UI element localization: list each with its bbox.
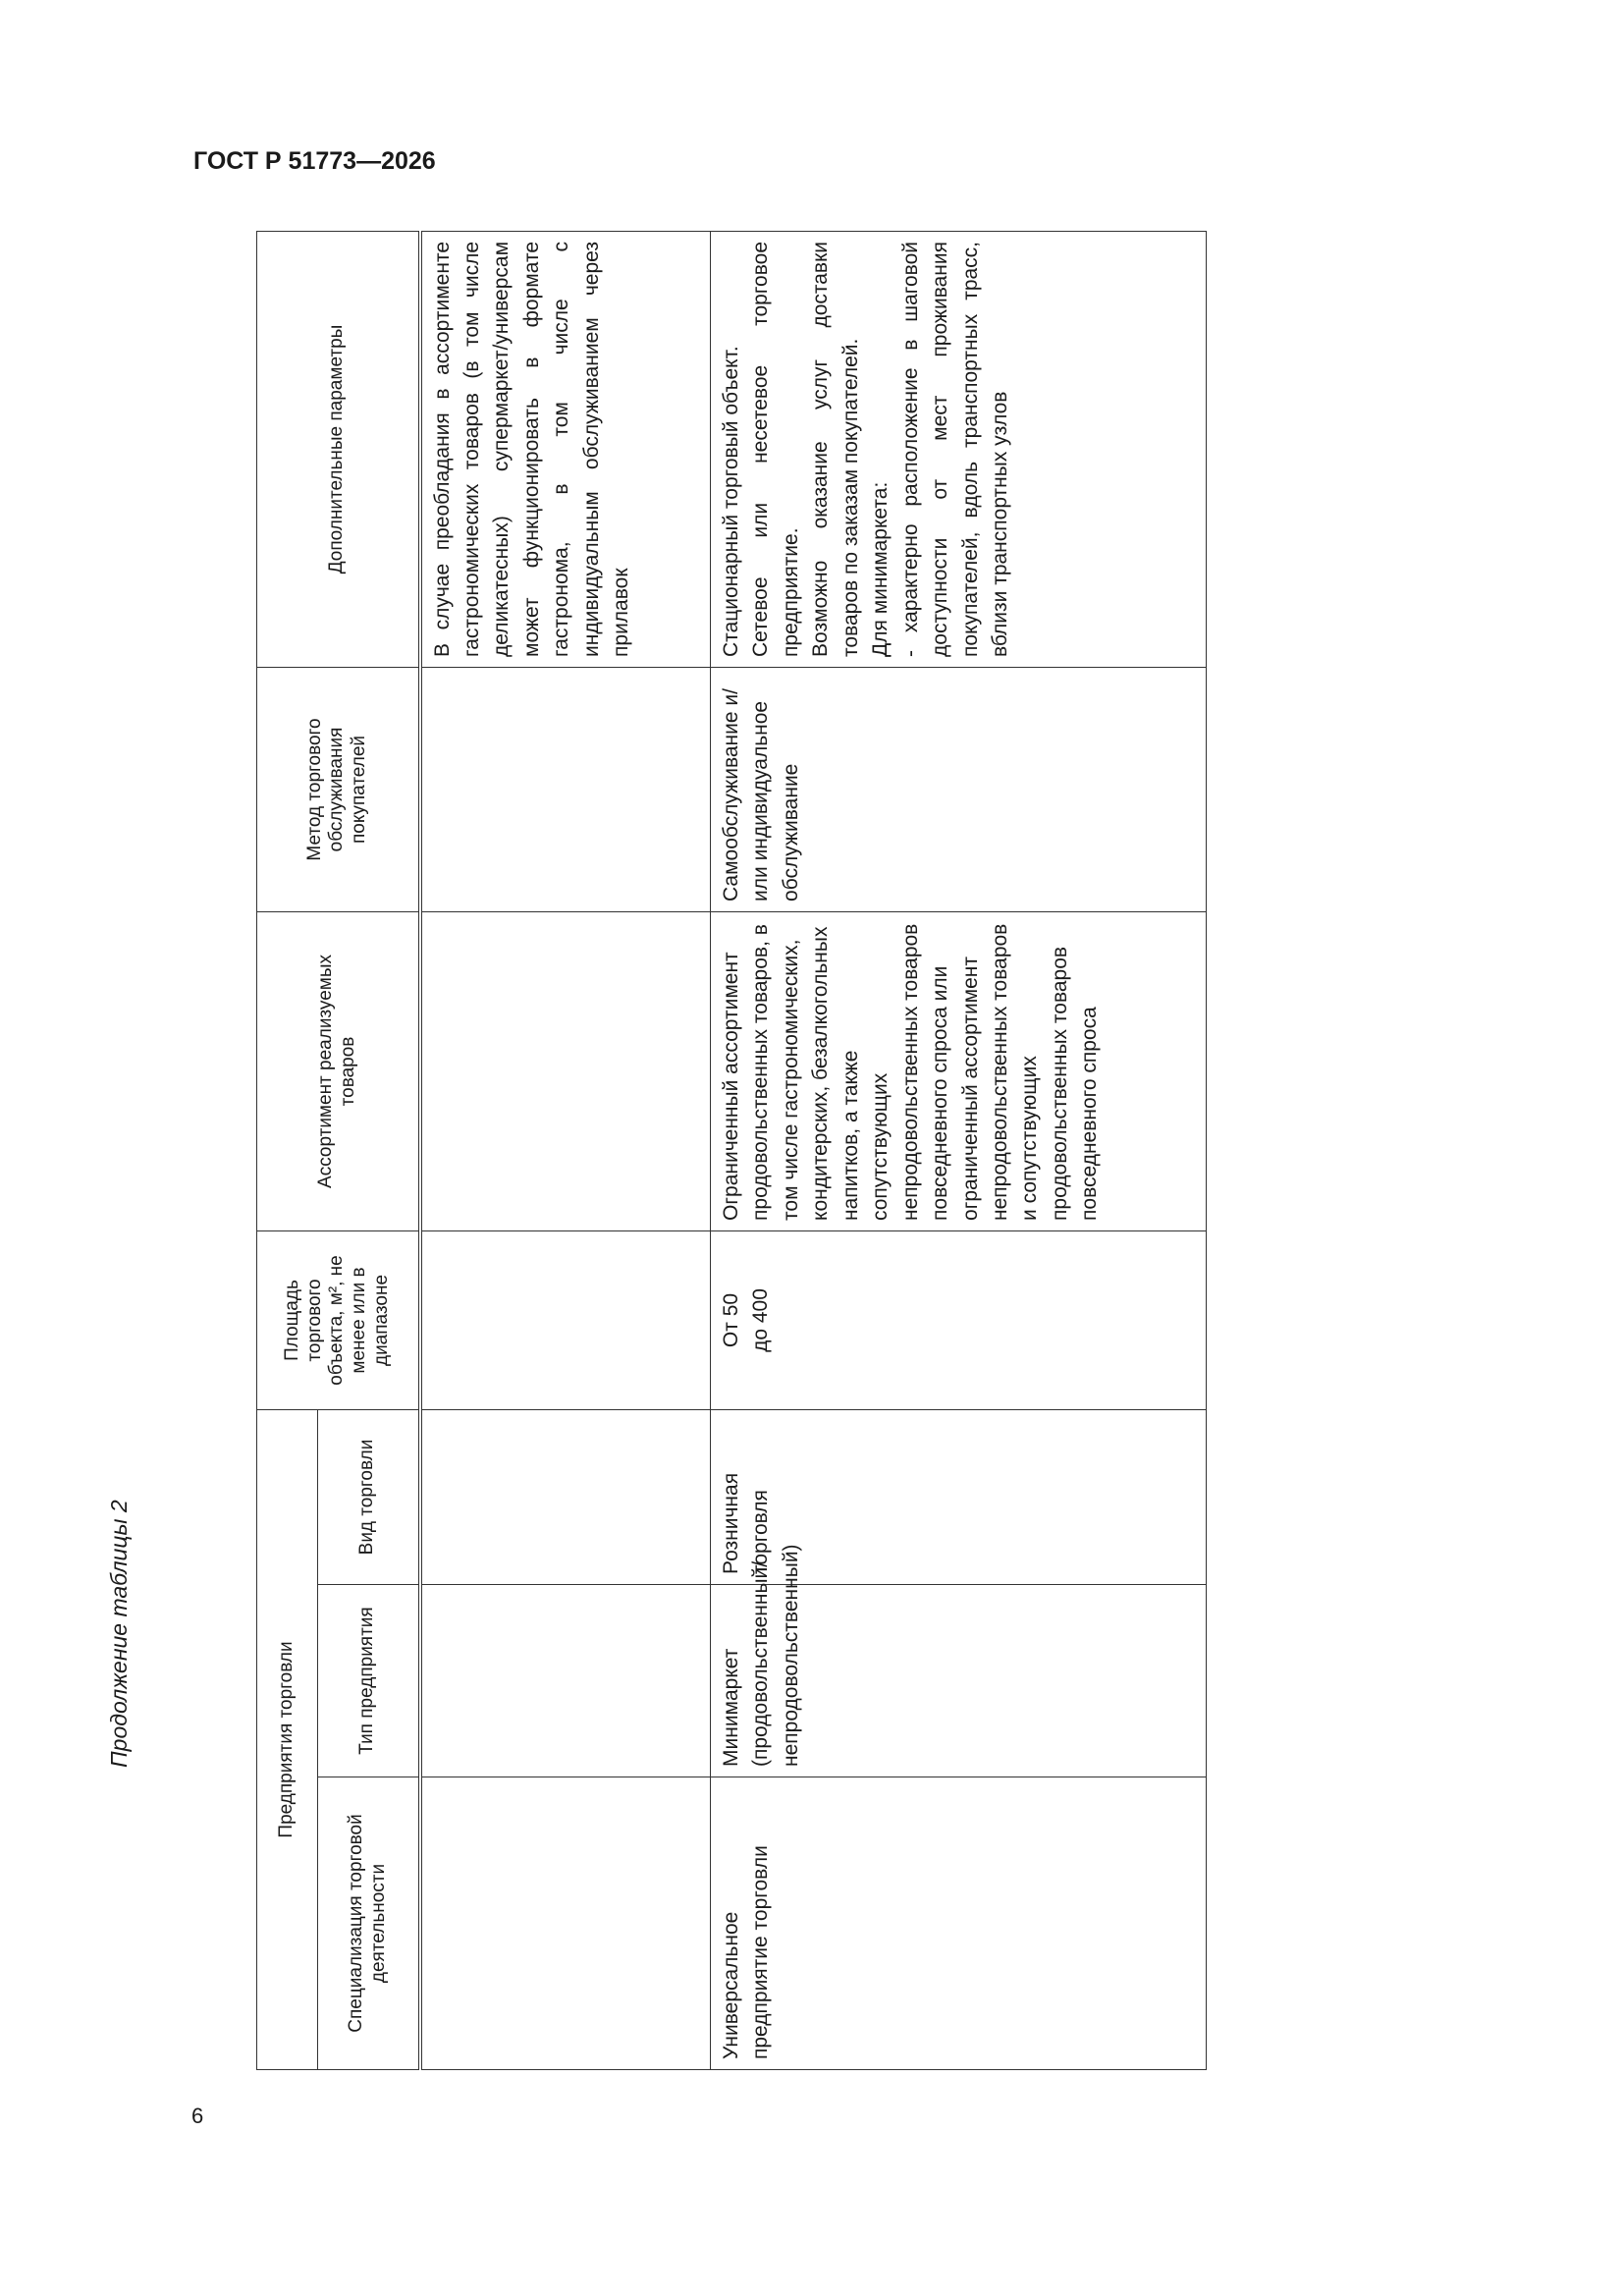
header-group: Предприятия торговли	[257, 1409, 318, 2069]
cell-trade-kind: Розничная торговля	[711, 1409, 1207, 1584]
page-number: 6	[191, 2104, 204, 2128]
cell-specialization	[420, 1777, 711, 2070]
table-caption: Продолжение таблицы 2	[106, 1500, 132, 1768]
cell-area	[420, 1230, 711, 1409]
extra-line: Стационарный торговый объект.	[720, 346, 742, 657]
extra-line: - характерно расположение в шаговой доступности от мест проживания покупателей, вдоль транспортных трасс, вблизи транспортных узлов	[898, 241, 1011, 657]
header-trade-kind: Вид торговли	[318, 1409, 420, 1584]
cell-service-method: Самообслуживание и/или индивидуальное обслуживание	[711, 667, 1207, 911]
cell-extra	[711, 231, 1207, 667]
cell-assortment: Ограниченный ассортимент продовольственных товаров, в том числе гастрономических, кондитерских, безалкогольных напитков, а также сопутствующих непродовольственных товаров повседневного спроса или ограниченный ассортимент непродовольственных товаров и сопутствующих продовольственных товаров повседневного спроса	[711, 911, 1207, 1230]
extra-line: Возможно оказание услуг доставки товаров по заказам покупателей.	[809, 241, 862, 657]
cell-specialization: Универсальное предприятие торговли	[711, 1777, 1207, 2070]
cell-assortment	[420, 911, 711, 1230]
header-extra: Дополнительные параметры	[257, 231, 420, 667]
header-specialization: Специализация торговой деятельности	[318, 1777, 420, 2070]
area-to: до 400	[749, 1288, 773, 1352]
cell-extra: В случае преобладания в ассортименте гастрономических товаров (в том числе деликатесных) супермаркет/универсам может функционировать в формате гастронома, в том числе с индивидуальным обслуживанием через прилавок	[420, 231, 711, 667]
document-code: ГОСТ Р 51773—2026	[193, 147, 436, 175]
table-row	[711, 231, 1207, 2069]
cell-type: Минимаркет (продовольственный/ непродовольственный)	[711, 1585, 1207, 1777]
header-service-method: Метод торгового обслуживания покупателей	[257, 667, 420, 911]
extra-line: Сетевое или несетевое торговое предприятие.	[749, 241, 802, 657]
trade-enterprises-table	[256, 231, 1207, 2070]
table-container	[256, 232, 1207, 2070]
header-assortment: Ассортимент реализуемых товаров	[257, 911, 420, 1230]
cell-service-method	[420, 667, 711, 911]
extra-line: Для минимаркета:	[869, 481, 893, 657]
header-area: Площадь торгового объекта, м², не менее или в диапазоне	[257, 1230, 420, 1409]
header-row-1	[257, 231, 318, 2069]
header-type: Тип предприятия	[318, 1585, 420, 1777]
cell-trade-kind	[420, 1409, 711, 1584]
area-from: От 50	[720, 1292, 742, 1348]
cell-area	[711, 1230, 1207, 1409]
table-row	[420, 231, 711, 2069]
cell-type	[420, 1585, 711, 1777]
